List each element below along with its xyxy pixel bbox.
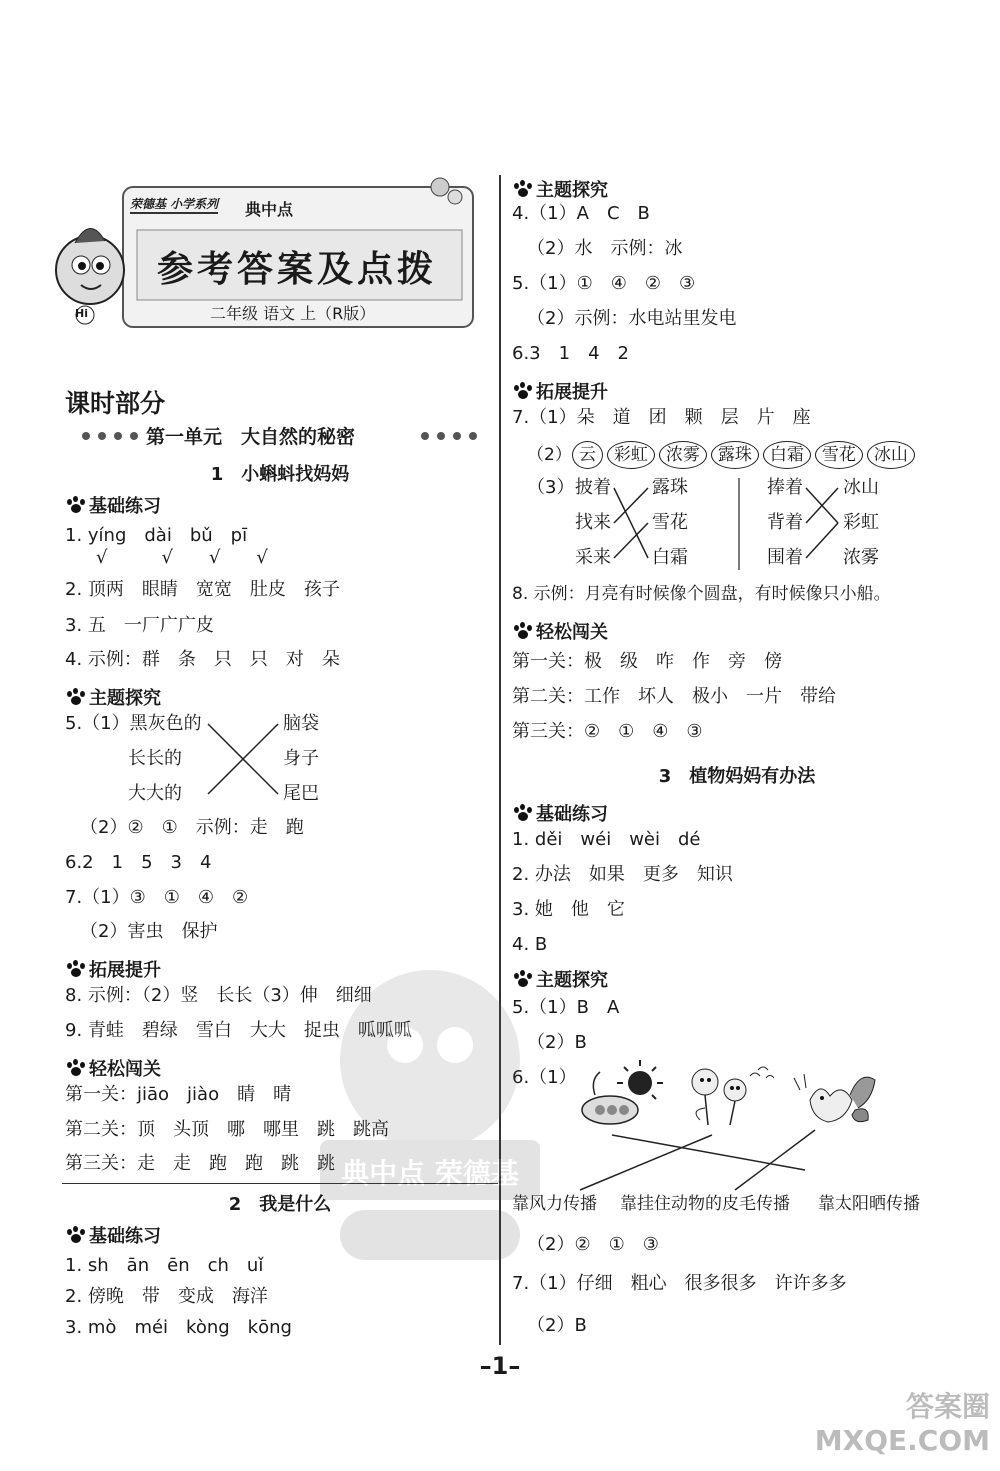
answer-line: 9. 青蛙 碧绿 雪白 大大 捉虫 呱呱呱 (65, 1020, 412, 1041)
answer-line: 尾巴 (283, 783, 319, 804)
answer-line: 6.2 1 5 3 4 (65, 852, 212, 873)
answer-line: 第三关：走 走 跑 跑 跳 跳 (65, 1153, 335, 1174)
circled-word: 浓雾 (659, 441, 707, 469)
answer-line: 第一关：jiāo jiào 睛 晴 (65, 1084, 292, 1105)
match-right-word: 冰山 (843, 477, 879, 498)
dandelion-wind-illustration (692, 1067, 774, 1125)
answer-line: 7.（1）③ ① ④ ② (65, 887, 249, 908)
match-left-word: 找来 (575, 512, 611, 533)
answer-line: 身子 (283, 748, 319, 769)
section-basic-practice (65, 1222, 161, 1248)
answer-line: （2）B (527, 1032, 587, 1053)
match-left-word: 采来 (575, 547, 611, 568)
match-right-word: 露珠 (652, 477, 688, 498)
section-label: 轻松闯关 (89, 1059, 161, 1080)
answer-line: 6.（1） (512, 1067, 577, 1088)
answer-line: 1. sh ān ēn ch uǐ (65, 1255, 264, 1276)
answer-line: （2）② ① ③ (527, 1234, 659, 1255)
section-label: 基础练习 (89, 1226, 161, 1247)
answer-line: （2）水 示例：冰 (527, 238, 683, 259)
match-right-word: 浓雾 (843, 547, 879, 568)
answer-line: （2）害虫 保护 (80, 921, 218, 942)
answer-line: 3. mò méi kòng kōng (65, 1317, 292, 1338)
answer-line: 长长的 (128, 748, 182, 769)
answer-line: 第二关：顶 头顶 哪 哪里 跳 跳高 (65, 1119, 389, 1140)
answer-line: 1. yíng dài bǔ pī (65, 525, 248, 546)
section-label: 基础练习 (536, 804, 608, 825)
answer-line: 7.（1）朵 道 团 颗 层 片 座 (512, 407, 811, 428)
answer-line: 第三关：② ① ④ ③ (512, 721, 703, 742)
circled-word: 白霜 (763, 441, 811, 469)
plant-label: 靠太阳晒传播 (818, 1194, 920, 1214)
answer-line: 2. 傍晚 带 变成 海洋 (65, 1286, 268, 1307)
section-label: 主题探究 (89, 688, 161, 709)
part-title: 课时部分 (65, 389, 166, 418)
answer-line: 7.（1）仔细 粗心 很多很多 许许多多 (512, 1273, 847, 1294)
circled-word: 云 (572, 441, 603, 469)
answer-line: 4.（1）A C B (512, 203, 650, 224)
lesson3-title: 3 植物妈妈有办法 (658, 766, 816, 787)
mascot-badge: Hi (75, 307, 88, 320)
banner-subtitle: 二年级 语文 上（R版） (210, 304, 376, 323)
section-label: 基础练习 (89, 496, 161, 517)
page-number: –1– (479, 1352, 521, 1380)
answer-line: √ √ √ √ (96, 547, 268, 568)
lesson1-title: 1 小蝌蚪找妈妈 (210, 464, 350, 485)
match-line (580, 1135, 712, 1190)
paw-icon (65, 1226, 87, 1244)
section-label: 拓展提升 (536, 382, 608, 403)
section-label: 主题探究 (536, 970, 608, 991)
brand-logo: 典中点 (245, 200, 294, 219)
match-right-word: 彩虹 (843, 512, 879, 533)
answer-line: 6.3 1 4 2 (512, 343, 629, 364)
lesson2-title: 2 我是什么 (228, 1194, 332, 1215)
pea-pod-sun-illustration (582, 1060, 663, 1124)
series-logo: 荣德基 小学系列 (130, 195, 218, 214)
stamp-mascot-icon (300, 940, 560, 1270)
match-left-word: 捧着 (767, 477, 803, 498)
cocklebur-animal-illustration (794, 1074, 875, 1122)
plant-label: 靠风力传播 (512, 1194, 597, 1214)
answer-line: 3. 她 他 它 (512, 899, 625, 920)
match-left-word: 背着 (767, 512, 803, 533)
answer-line: 3. 五 一厂广广皮 (65, 615, 214, 636)
answer-line: 5.（1）黑灰色的 (65, 713, 202, 734)
answer-line: 2. 办法 如果 更多 知识 (512, 864, 733, 885)
answer-line: 1. děi wéi wèi dé (512, 829, 701, 850)
answer-line: （2）② ① 示例：走 跑 (80, 817, 304, 838)
match-left-word: 披着 (575, 477, 611, 498)
answer-line: 第二关：工作 坏人 极小 一片 带给 (512, 686, 836, 707)
section-label: 拓展提升 (89, 960, 161, 981)
stamp-text: 典中点 荣德基 (341, 1157, 519, 1190)
answer-line: （2）B (527, 1315, 587, 1336)
match-right-word: 白霜 (652, 547, 688, 568)
circled-word: 彩虹 (607, 441, 655, 469)
answer-line: 2. 顶两 眼睛 宽宽 肚皮 孩子 (65, 579, 340, 600)
answer-line: 4. 示例：群 条 只 只 对 朵 (65, 649, 340, 670)
answer-line: 8. 示例：（2）竖 长长（3）伸 细细 (65, 985, 372, 1006)
answer-prefix: （2） (527, 445, 572, 465)
match-left-word: 围着 (767, 547, 803, 568)
banner-title: 参考答案及点拨 (157, 248, 438, 290)
circled-word: 冰山 (867, 441, 915, 469)
unit-title: 第一单元 大自然的秘密 (146, 426, 356, 448)
plant-label: 靠挂住动物的皮毛传播 (620, 1194, 790, 1214)
answer-line: 大大的 (128, 783, 182, 804)
answer-line: 5.（1）① ④ ② ③ (512, 273, 696, 294)
answer-line: 4. B (512, 934, 548, 955)
site-watermark: 答案圈 MXQE.COM (814, 1390, 990, 1457)
answer-line: 第一关：极 级 咋 作 旁 傍 (512, 651, 782, 672)
answer-line: （2）示例：水电站里发电 (527, 308, 737, 329)
section-label: 轻松闯关 (536, 622, 608, 643)
answer-line: （3） (527, 477, 575, 498)
publisher-stamp (300, 940, 560, 1270)
answer-line: 5.（1）B A (512, 997, 620, 1018)
answer-line: 8. 示例：月亮有时候像个圆盘，有时候像只小船。 (512, 584, 891, 604)
circled-word: 露珠 (711, 441, 759, 469)
match-right-word: 雪花 (652, 512, 688, 533)
answer-line: 脑袋 (283, 713, 319, 734)
circled-word: 雪花 (815, 441, 863, 469)
section-label: 主题探究 (536, 180, 608, 201)
